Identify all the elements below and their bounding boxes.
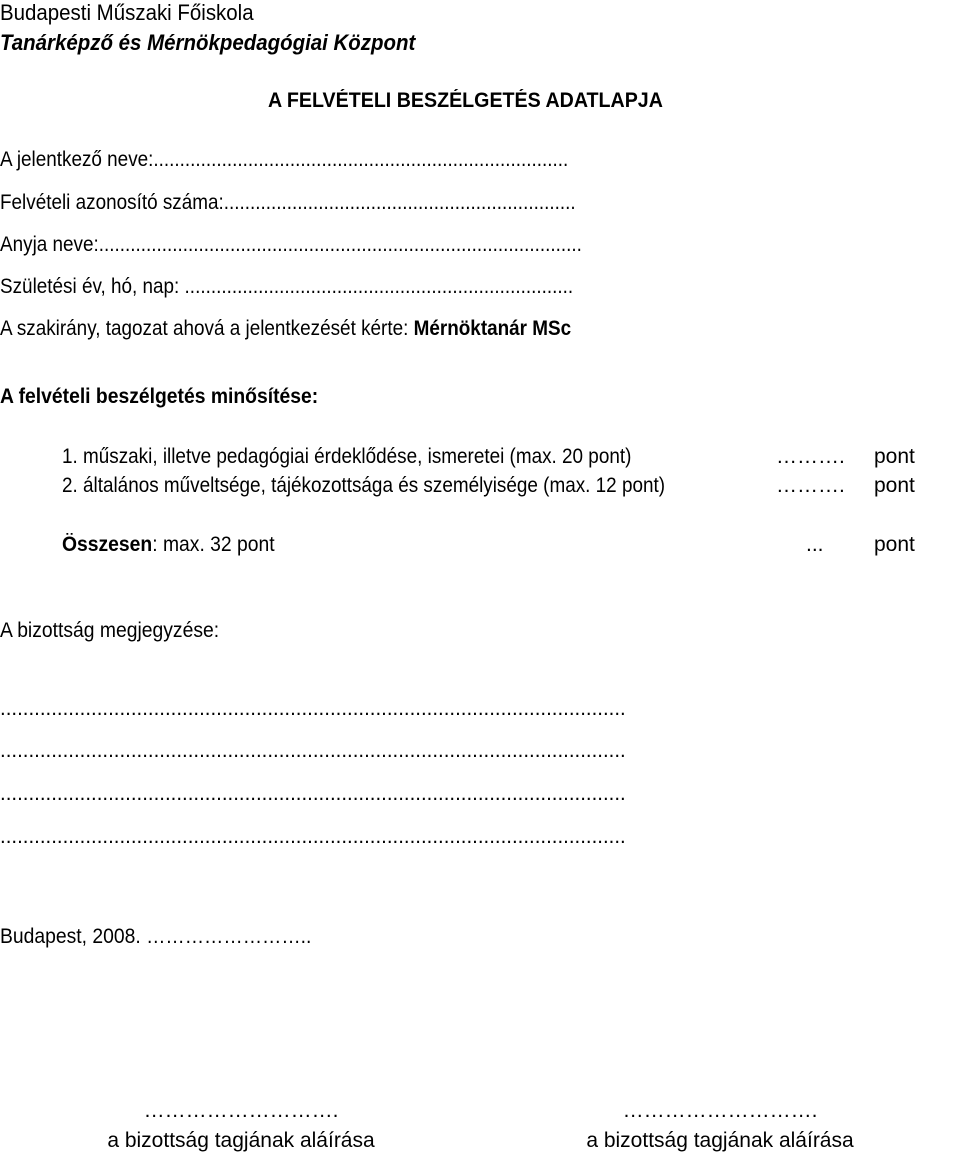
evaluation-item-2-blank: ……….: [776, 474, 845, 497]
evaluation-item-1-text: 1. műszaki, illetve pedagógiai érdeklődése, ismeretei (max. 20 pont): [62, 445, 632, 468]
total-row: [62, 534, 275, 555]
birth-date-field: Születési év, hó, nap: ..........................................................................: [0, 275, 574, 298]
signature-2-dots: ……………………….: [622, 1099, 818, 1122]
remarks-line: ..............................................................................................................: [0, 697, 626, 720]
total-label: Összesen: [62, 533, 153, 556]
signature-1-label: a bizottság tagjának aláírása: [107, 1129, 375, 1152]
page-title: A FELVÉTELI BESZÉLGETÉS ADATLAPJA: [268, 89, 663, 112]
evaluation-item-2-text: 2. általános műveltsége, tájékozottsága és személyisége (max. 12 pont): [62, 474, 666, 497]
mother-name-field: Anyja neve:............................................................................................: [0, 233, 582, 256]
center-name: Tanárképző és Mérnökpedagógiai Központ: [0, 30, 416, 55]
institution-name: Budapesti Műszaki Főiskola: [0, 0, 254, 25]
signature-2-label: a bizottság tagjának aláírása: [586, 1129, 854, 1152]
date-line: Budapest, 2008. ……………………..: [0, 925, 312, 948]
program-value: Mérnöktanár MSc: [413, 317, 572, 340]
evaluation-item-1-unit: pont: [874, 445, 915, 468]
remarks-label: A bizottság megjegyzése:: [0, 619, 220, 642]
total-unit: pont: [874, 533, 915, 556]
evaluation-heading: A felvételi beszélgetés minősítése:: [0, 385, 319, 408]
applicant-id-field: Felvételi azonosító száma:...................................................................: [0, 191, 576, 214]
remarks-line: ..............................................................................................................: [0, 739, 626, 762]
evaluation-item-2-unit: pont: [874, 474, 915, 497]
signature-1-dots: ……………………….: [143, 1099, 339, 1122]
program-label: A szakirány, tagozat ahová a jelentkezését kérte:: [0, 317, 409, 340]
remarks-line: ..............................................................................................................: [0, 782, 626, 805]
program-field: [0, 318, 571, 339]
total-max: : max. 32 pont: [152, 533, 275, 556]
applicant-name-field: A jelentkező neve:...............................................................................: [0, 148, 569, 171]
total-blank: ...: [806, 533, 824, 556]
remarks-line: ..............................................................................................................: [0, 825, 626, 848]
evaluation-item-1-blank: ……….: [776, 445, 845, 468]
